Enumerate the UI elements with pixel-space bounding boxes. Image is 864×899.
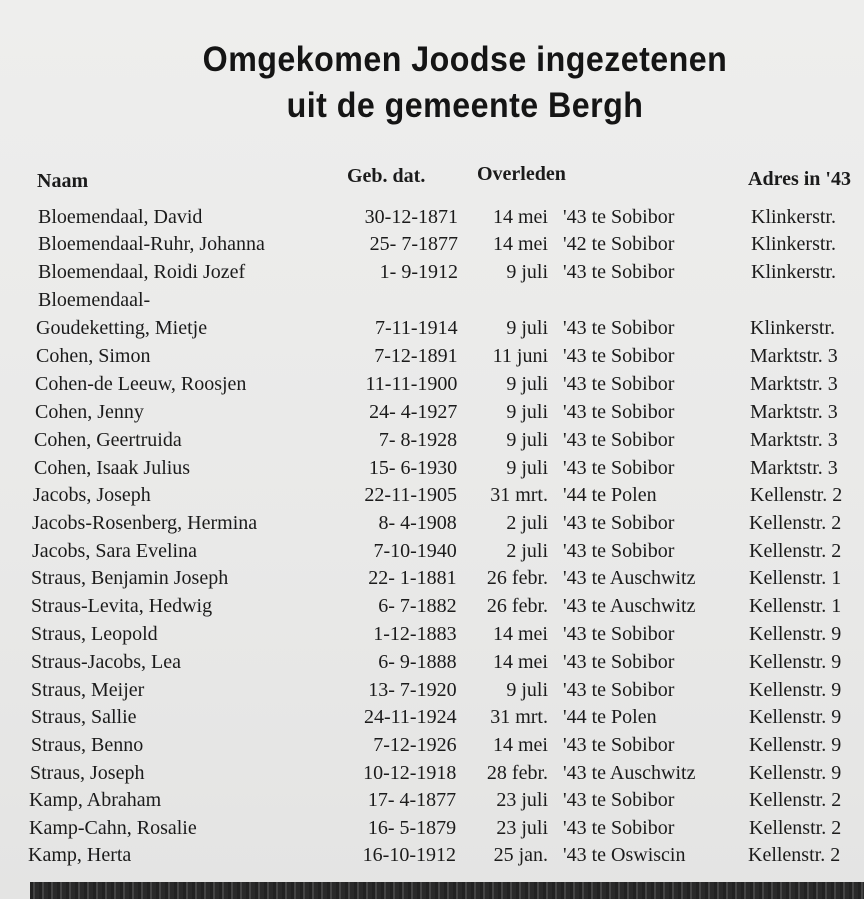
table-row bbox=[0, 651, 864, 679]
cell-geb-dat: 8- 4-1908 bbox=[378, 512, 457, 534]
cell-geb-dat: 22-11-1905 bbox=[364, 484, 457, 506]
cell-adres: Kellenstr. 9 bbox=[749, 679, 842, 701]
cell-overleden-plaats: '43 te Sobibor bbox=[563, 317, 675, 339]
cell-naam: Cohen, Geertruida bbox=[34, 429, 182, 451]
cell-overleden-dag: 2 juli bbox=[506, 540, 548, 562]
cell-adres: Kellenstr. 9 bbox=[749, 651, 842, 673]
cell-naam: Bloemendaal-Ruhr, Johanna bbox=[38, 233, 265, 255]
cell-overleden-plaats: '43 te Sobibor bbox=[563, 401, 675, 423]
cell-overleden-dag: 9 juli bbox=[506, 401, 548, 423]
cell-adres: Klinkerstr. bbox=[751, 206, 836, 228]
cell-geb-dat: 17- 4-1877 bbox=[367, 789, 457, 811]
cell-overleden-plaats: '43 te Sobibor bbox=[563, 512, 675, 534]
column-header-adres: Adres in '43 bbox=[748, 168, 851, 190]
bottom-dark-strip bbox=[30, 882, 864, 899]
cell-overleden-plaats: '43 te Oswiscin bbox=[563, 844, 686, 866]
table-row bbox=[0, 429, 864, 457]
cell-naam: Straus, Benno bbox=[31, 734, 144, 756]
cell-geb-dat: 30-12-1871 bbox=[364, 206, 458, 228]
column-header-overleden: Overleden bbox=[477, 163, 566, 185]
cell-geb-dat: 11-11-1900 bbox=[365, 373, 458, 395]
table-row bbox=[0, 457, 864, 485]
cell-overleden-dag: 26 febr. bbox=[486, 567, 548, 589]
cell-overleden-plaats: '44 te Polen bbox=[563, 706, 657, 728]
cell-geb-dat: 16- 5-1879 bbox=[367, 817, 457, 839]
cell-overleden-plaats: '44 te Polen bbox=[563, 484, 657, 506]
cell-overleden-dag: 14 mei bbox=[493, 233, 548, 255]
cell-geb-dat: 7- 8-1928 bbox=[378, 429, 458, 451]
cell-geb-dat: 15- 6-1930 bbox=[368, 457, 458, 479]
cell-naam: Straus, Benjamin Joseph bbox=[31, 567, 229, 589]
cell-geb-dat: 7-12-1926 bbox=[373, 734, 457, 756]
cell-adres: Marktstr. 3 bbox=[750, 401, 838, 423]
table-row bbox=[0, 623, 864, 651]
cell-naam: Kamp, Abraham bbox=[29, 789, 162, 811]
cell-overleden-plaats: '43 te Sobibor bbox=[563, 429, 675, 451]
cell-overleden-dag: 9 juli bbox=[506, 373, 548, 395]
cell-overleden-plaats: '43 te Sobibor bbox=[563, 789, 675, 811]
cell-overleden-dag: 9 juli bbox=[506, 679, 548, 701]
cell-geb-dat: 16-10-1912 bbox=[362, 844, 456, 866]
cell-adres: Kellenstr. 2 bbox=[749, 789, 842, 811]
cell-naam: Jacobs, Sara Evelina bbox=[32, 540, 197, 562]
cell-naam: Cohen-de Leeuw, Roosjen bbox=[35, 373, 247, 395]
cell-geb-dat: 1- 9-1912 bbox=[379, 261, 458, 283]
cell-naam: Straus, Leopold bbox=[31, 623, 158, 645]
cell-adres: Kellenstr. 9 bbox=[749, 762, 842, 784]
cell-overleden-dag: 14 mei bbox=[493, 206, 548, 228]
cell-overleden-dag: 25 jan. bbox=[493, 844, 548, 866]
cell-adres: Kellenstr. 2 bbox=[748, 844, 841, 866]
cell-naam: Cohen, Isaak Julius bbox=[34, 457, 191, 479]
cell-overleden-plaats: '43 te Sobibor bbox=[563, 261, 675, 283]
table-row bbox=[0, 844, 864, 872]
cell-overleden-plaats: '43 te Sobibor bbox=[563, 373, 675, 395]
table-row bbox=[0, 484, 864, 512]
table-row bbox=[0, 373, 864, 401]
cell-naam: Cohen, Jenny bbox=[35, 401, 144, 423]
cell-overleden-plaats: '43 te Sobibor bbox=[563, 540, 675, 562]
table-row bbox=[0, 595, 864, 623]
cell-overleden-dag: 9 juli bbox=[506, 429, 548, 451]
table-row bbox=[0, 261, 864, 289]
cell-naam: Cohen, Simon bbox=[36, 345, 151, 367]
page-title-line-2: uit de gemeente Bergh bbox=[286, 86, 644, 125]
cell-overleden-plaats: '43 te Sobibor bbox=[563, 651, 675, 673]
table-row bbox=[0, 734, 864, 762]
cell-geb-dat: 1-12-1883 bbox=[373, 623, 457, 645]
cell-overleden-dag: 23 juli bbox=[496, 817, 548, 839]
cell-overleden-plaats: '43 te Auschwitz bbox=[563, 762, 696, 784]
cell-overleden-dag: 9 juli bbox=[506, 317, 548, 339]
cell-geb-dat: 22- 1-1881 bbox=[368, 567, 457, 589]
cell-overleden-plaats: '43 te Auschwitz bbox=[563, 595, 696, 617]
table-row bbox=[0, 679, 864, 707]
cell-naam: Jacobs-Rosenberg, Hermina bbox=[32, 512, 258, 534]
cell-naam: Kamp, Herta bbox=[28, 844, 132, 866]
cell-overleden-plaats: '43 te Sobibor bbox=[563, 679, 675, 701]
table-row bbox=[0, 206, 864, 234]
cell-overleden-plaats: '43 te Sobibor bbox=[563, 345, 675, 367]
table-row bbox=[0, 317, 864, 345]
table-row bbox=[0, 567, 864, 595]
cell-adres: Kellenstr. 2 bbox=[750, 484, 843, 506]
cell-overleden-plaats: '43 te Auschwitz bbox=[563, 567, 696, 589]
cell-geb-dat: 10-12-1918 bbox=[363, 762, 457, 784]
cell-adres: Klinkerstr. bbox=[751, 233, 836, 255]
table-row bbox=[0, 789, 864, 817]
cell-naam: Goudeketting, Mietje bbox=[36, 317, 208, 339]
cell-naam: Straus, Joseph bbox=[30, 762, 145, 784]
cell-overleden-dag: 26 febr. bbox=[486, 595, 548, 617]
cell-adres: Marktstr. 3 bbox=[750, 345, 838, 367]
cell-naam: Straus, Meijer bbox=[31, 679, 145, 701]
cell-geb-dat: 6- 9-1888 bbox=[378, 651, 457, 673]
cell-geb-dat: 7-10-1940 bbox=[373, 540, 457, 562]
cell-overleden-dag: 31 mrt. bbox=[490, 706, 548, 728]
cell-overleden-plaats: '43 te Sobibor bbox=[563, 623, 675, 645]
cell-overleden-dag: 9 juli bbox=[506, 261, 548, 283]
cell-adres: Kellenstr. 9 bbox=[749, 706, 842, 728]
cell-naam: Bloemendaal- bbox=[38, 289, 151, 311]
cell-overleden-plaats: '43 te Sobibor bbox=[563, 734, 675, 756]
cell-naam: Straus-Jacobs, Lea bbox=[31, 651, 181, 673]
table-row bbox=[0, 512, 864, 540]
table-row bbox=[0, 762, 864, 790]
cell-overleden-dag: 11 juni bbox=[492, 345, 548, 367]
cell-overleden-dag: 28 febr. bbox=[486, 762, 548, 784]
table-row bbox=[0, 817, 864, 845]
cell-geb-dat: 24- 4-1927 bbox=[369, 401, 458, 423]
column-header-naam: Naam bbox=[37, 170, 89, 192]
cell-overleden-dag: 14 mei bbox=[493, 623, 548, 645]
cell-geb-dat: 6- 7-1882 bbox=[378, 595, 457, 617]
cell-adres: Kellenstr. 1 bbox=[749, 595, 842, 617]
cell-naam: Jacobs, Joseph bbox=[33, 484, 151, 506]
cell-naam: Kamp-Cahn, Rosalie bbox=[29, 817, 197, 839]
cell-overleden-dag: 14 mei bbox=[493, 651, 548, 673]
cell-naam: Straus-Levita, Hedwig bbox=[31, 595, 213, 617]
cell-geb-dat: 13- 7-1920 bbox=[368, 679, 457, 701]
cell-geb-dat: 24-11-1924 bbox=[364, 706, 457, 728]
page-title-line-1: Omgekomen Joodse ingezetenen bbox=[202, 40, 728, 79]
cell-geb-dat: 25- 7-1877 bbox=[369, 233, 458, 255]
cell-overleden-dag: 23 juli bbox=[496, 789, 548, 811]
cell-adres: Marktstr. 3 bbox=[750, 373, 838, 395]
cell-overleden-plaats: '43 te Sobibor bbox=[563, 206, 675, 228]
cell-overleden-plaats: '43 te Sobibor bbox=[563, 817, 675, 839]
cell-adres: Kellenstr. 2 bbox=[749, 817, 842, 839]
cell-adres: Kellenstr. 1 bbox=[749, 567, 842, 589]
cell-adres: Kellenstr. 2 bbox=[749, 512, 842, 534]
cell-adres: Marktstr. 3 bbox=[750, 457, 838, 479]
cell-adres: Klinkerstr. bbox=[751, 261, 836, 283]
cell-geb-dat: 7-12-1891 bbox=[374, 345, 458, 367]
cell-adres: Marktstr. 3 bbox=[750, 429, 838, 451]
cell-overleden-dag: 9 juli bbox=[506, 457, 548, 479]
cell-overleden-plaats: '43 te Sobibor bbox=[563, 457, 675, 479]
cell-overleden-dag: 2 juli bbox=[506, 512, 548, 534]
cell-overleden-dag: 31 mrt. bbox=[490, 484, 548, 506]
cell-naam: Bloemendaal, David bbox=[38, 206, 203, 228]
cell-naam: Straus, Sallie bbox=[31, 706, 137, 728]
cell-adres: Kellenstr. 9 bbox=[749, 734, 842, 756]
table-row bbox=[0, 233, 864, 261]
cell-adres: Klinkerstr. bbox=[750, 317, 835, 339]
cell-overleden-dag: 14 mei bbox=[493, 734, 548, 756]
cell-adres: Kellenstr. 9 bbox=[749, 623, 842, 645]
cell-overleden-plaats: '42 te Sobibor bbox=[563, 233, 675, 255]
cell-adres: Kellenstr. 2 bbox=[749, 540, 842, 562]
table-row bbox=[0, 706, 864, 734]
table-row bbox=[0, 540, 864, 568]
table-row bbox=[0, 345, 864, 373]
column-header-geb-dat: Geb. dat. bbox=[347, 165, 426, 187]
cell-geb-dat: 7-11-1914 bbox=[375, 317, 458, 339]
cell-naam: Bloemendaal, Roidi Jozef bbox=[38, 261, 246, 283]
table-row bbox=[0, 401, 864, 429]
table-row bbox=[0, 289, 864, 317]
